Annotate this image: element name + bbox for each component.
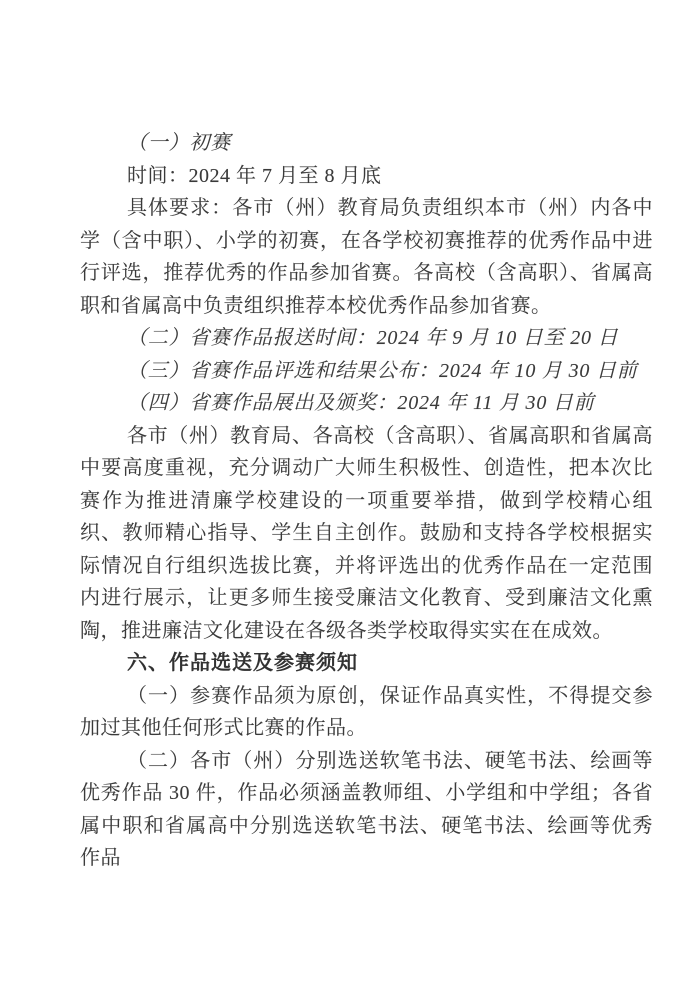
line-provincial-evaluation-announcement: （三）省赛作品评选和结果公布：2024 年 10 月 30 日前 [127, 359, 638, 382]
subsection-heading-preliminary-round: （一）初赛 [127, 132, 231, 154]
paragraph-importance-and-encouragement: 各市（州）教育局、各高校（含高职）、省属高职和省属高中要高度重视，充分调动广大师生积极性、创造性，把本次比赛作为推进清廉学校建设的一项重要举措，做到学校精心组织、教师精心指导、学生自主创作。鼓励和支持各学校根据实际情况自行组织选拔比赛，并将评选出的优秀作品在一定范围内进行展示，让更多师生接受廉洁文化教育、受到廉洁文化熏陶，推进廉洁文化建设在各级各类学校取得实实在在成效。 [80, 424, 653, 642]
paragraph-preliminary-round-requirements: 具体要求：各市（州）教育局负责组织本市（州）内各中学（含中职）、小学的初赛，在各学校初赛推荐的优秀作品中进行评选，推荐优秀的作品参加省赛。各高校（含高职）、省属高职和省属高中负责组织推荐本校优秀作品参加省赛。 [80, 197, 653, 317]
line-preliminary-round-time: 时间：2024 年 7 月至 8 月底 [127, 164, 382, 187]
paragraph-originality-requirement: （一）参赛作品须为原创，保证作品真实性，不得提交参加过其他任何形式比赛的作品。 [80, 684, 653, 739]
line-provincial-submission-time: （二）省赛作品报送时间：2024 年 9 月 10 日至 20 日 [127, 327, 619, 349]
paragraph-submission-quota: （二）各市（州）分别选送软笔书法、硬笔书法、绘画等优秀作品 30 件，作品必须涵盖教师组、小学组和中学组；各省属中职和省属高中分别选送软笔书法、硬笔书法、绘画等优秀作品 [80, 749, 653, 869]
section-heading-submission-notes: 六、作品选送及参赛须知 [127, 652, 358, 674]
document-body [80, 127, 653, 875]
line-provincial-exhibition-awards: （四）省赛作品展出及颁奖：2024 年 11 月 30 日前 [127, 392, 595, 414]
